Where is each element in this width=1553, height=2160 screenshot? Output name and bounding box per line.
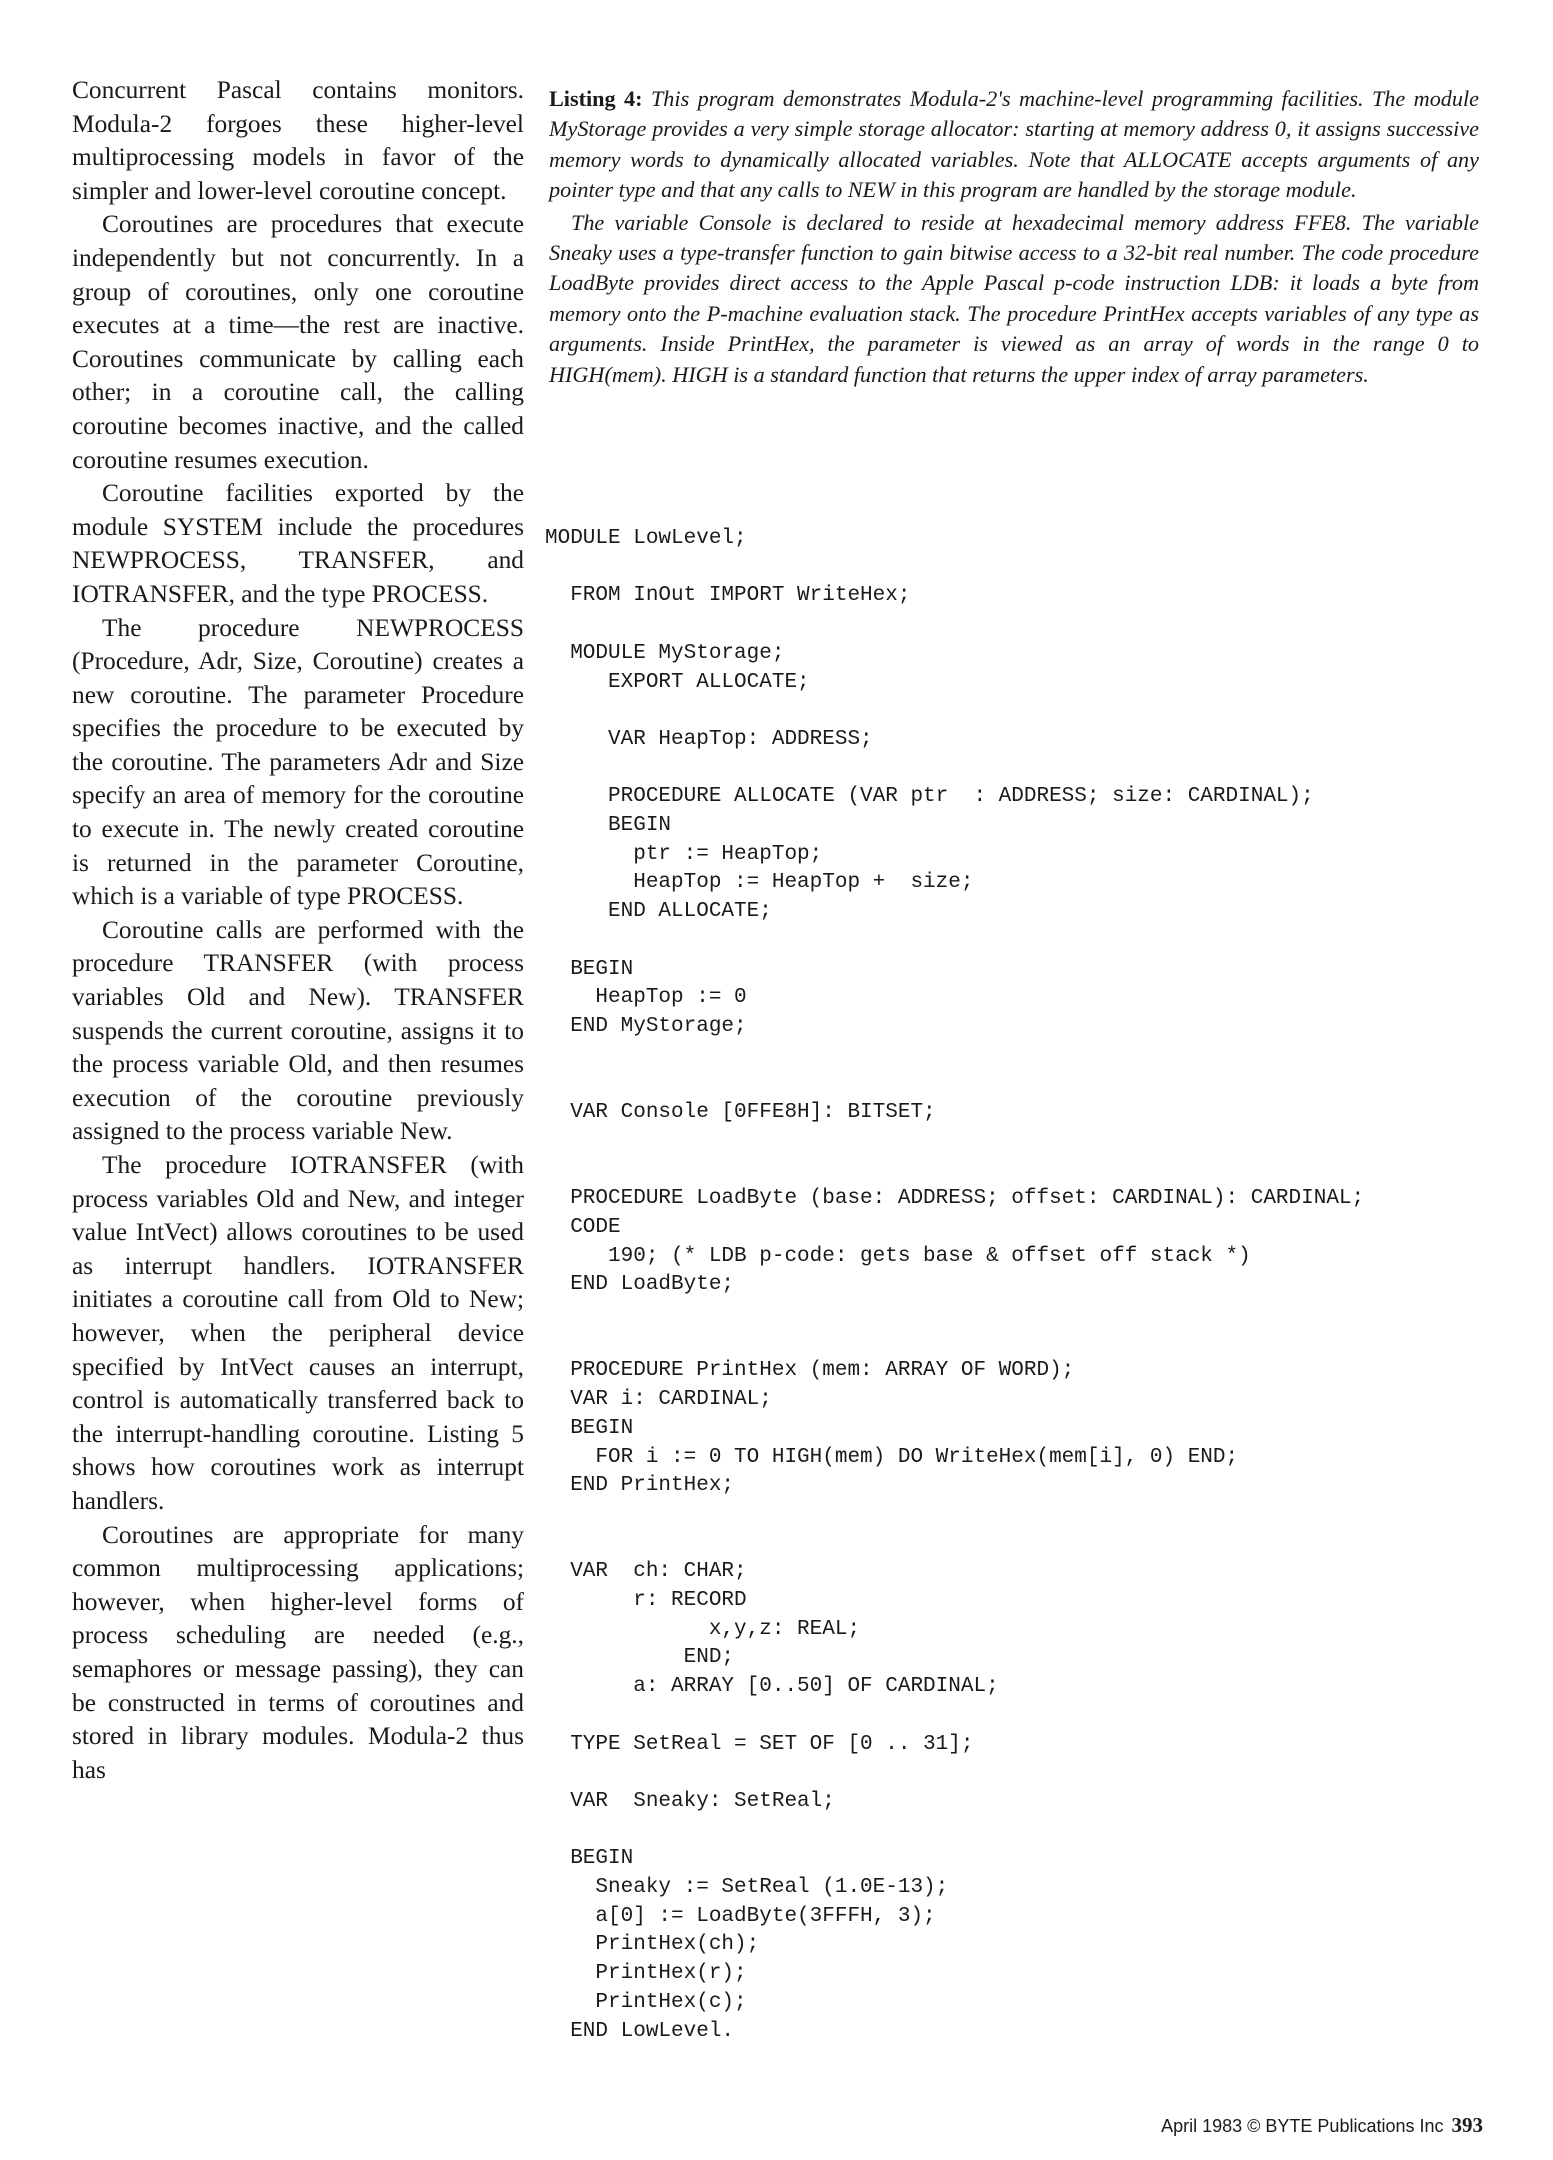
body-paragraph: Concurrent Pascal contains monitors. Modula-2 forgoes these higher-level multiprocessing models in favor of the simpler and lower-level coroutine concept. [72, 76, 524, 205]
listing-caption [549, 84, 1479, 390]
body-paragraph: Coroutine calls are performed with the procedure TRANSFER (with process variables Old and New). TRANSFER suspends the current coroutine, assigns it to the process variable Old, and then resumes execution of the coroutine previously assigned to the process variable New. [72, 915, 524, 1146]
page-number: 393 [1451, 2113, 1483, 2137]
listing-caption-paragraph-2: The variable Console is declared to reside at hexadecimal memory address FFE8. The variable Sneaky uses a type-transfer function to gain bitwise access to a 32-bit real number. The code procedure LoadByte provides direct access to the Apple Pascal p-code instruction LDB: it loads a byte from memory onto the P-machine evaluation stack. The procedure PrintHex accepts variables of any type as arguments. Inside PrintHex, the parameter is viewed as an array of words in the range 0 to HIGH(mem). HIGH is a standard function that returns the upper index of array parameters. [549, 209, 1479, 387]
page-footer [1161, 2113, 1483, 2138]
body-paragraph: Coroutines are procedures that execute independently but not concurrently. In a group of coroutines, only one coroutine executes at a time—the rest are inactive. Coroutines communicate by calling each other; in a coroutine call, the calling coroutine becomes inactive, and the called coroutine resumes execution. [72, 210, 524, 474]
footer-credit: April 1983 © BYTE Publications Inc [1161, 2116, 1444, 2136]
body-paragraph: Coroutine facilities exported by the module SYSTEM include the procedures NEWPROCESS, TRANSFER, and IOTRANSFER, and the type PROCESS. [72, 479, 524, 608]
listing-caption-text: This program demonstrates Modula-2's machine-level programming facilities. The module MyStorage provides a very simple storage allocator: starting at memory address 0, it assigns successive memory words to dynamically allocated variables. Note that ALLOCATE accepts arguments of any pointer type and that any calls to NEW in this program are handled by the storage module. [549, 86, 1480, 203]
body-paragraph: The procedure IOTRANSFER (with process variables Old and New, and integer value IntVect) allows coroutines to be used as interrupt handlers. IOTRANSFER initiates a coroutine call from Old to New; however, when the peripheral device specified by IntVect causes an interrupt, control is automatically transferred back to the interrupt-handling coroutine. Listing 5 shows how coroutines work as interrupt handlers. [72, 1151, 524, 1515]
body-paragraph: Coroutines are appropriate for many common multiprocessing applications; however, when higher-level forms of process scheduling are needed (e.g., semaphores or message passing), they can be constructed in terms of coroutines and stored in library modules. Modula-2 thus has [72, 1520, 524, 1784]
body-paragraph: The procedure NEWPROCESS (Procedure, Adr, Size, Coroutine) creates a new coroutine. The parameter Procedure specifies the procedure to be executed by the coroutine. The parameters Adr and Size specify an area of memory for the coroutine to execute in. The newly created coroutine is returned in the parameter Coroutine, which is a variable of type PROCESS. [72, 613, 524, 911]
body-text-column [72, 74, 524, 1787]
listing-label: Listing 4: [549, 86, 643, 111]
listing-caption-paragraph [549, 84, 1479, 206]
code-listing: MODULE LowLevel; FROM InOut IMPORT WriteHex; MODULE MyStorage; EXPORT ALLOCATE; VAR HeapTop: ADDRESS; PROCEDURE ALLOCATE (VAR ptr : ADDRESS; size: CARDINAL); BEGIN ptr := HeapTop; HeapTop := HeapTop + size; END ALLOCATE; BEGIN HeapTop := 0 END MyStorage; VAR Console [0FFE8H]: BITSET; PROCEDURE LoadByte (base: ADDRESS; offset: CARDINAL): CARDINAL; CODE 190; (* LDB p-code: gets base & offset off stack *) END LoadByte; PROCEDURE PrintHex (mem: ARRAY OF WORD); VAR i: CARDINAL; BEGIN FOR i := 0 TO HIGH(mem) DO WriteHex(mem[i], 0) END; END PrintHex; VAR ch: CHAR; r: RECORD x,y,z: REAL; END; a: ARRAY [0..50] OF CARDINAL; TYPE SetReal = SET OF [0 .. 31]; VAR Sneaky: SetReal; BEGIN Sneaky := SetReal (1.0E-13); a[0] := LoadByte(3FFFH, 3); PrintHex(ch); PrintHex(r); PrintHex(c); END LowLevel. [545, 527, 1365, 2043]
